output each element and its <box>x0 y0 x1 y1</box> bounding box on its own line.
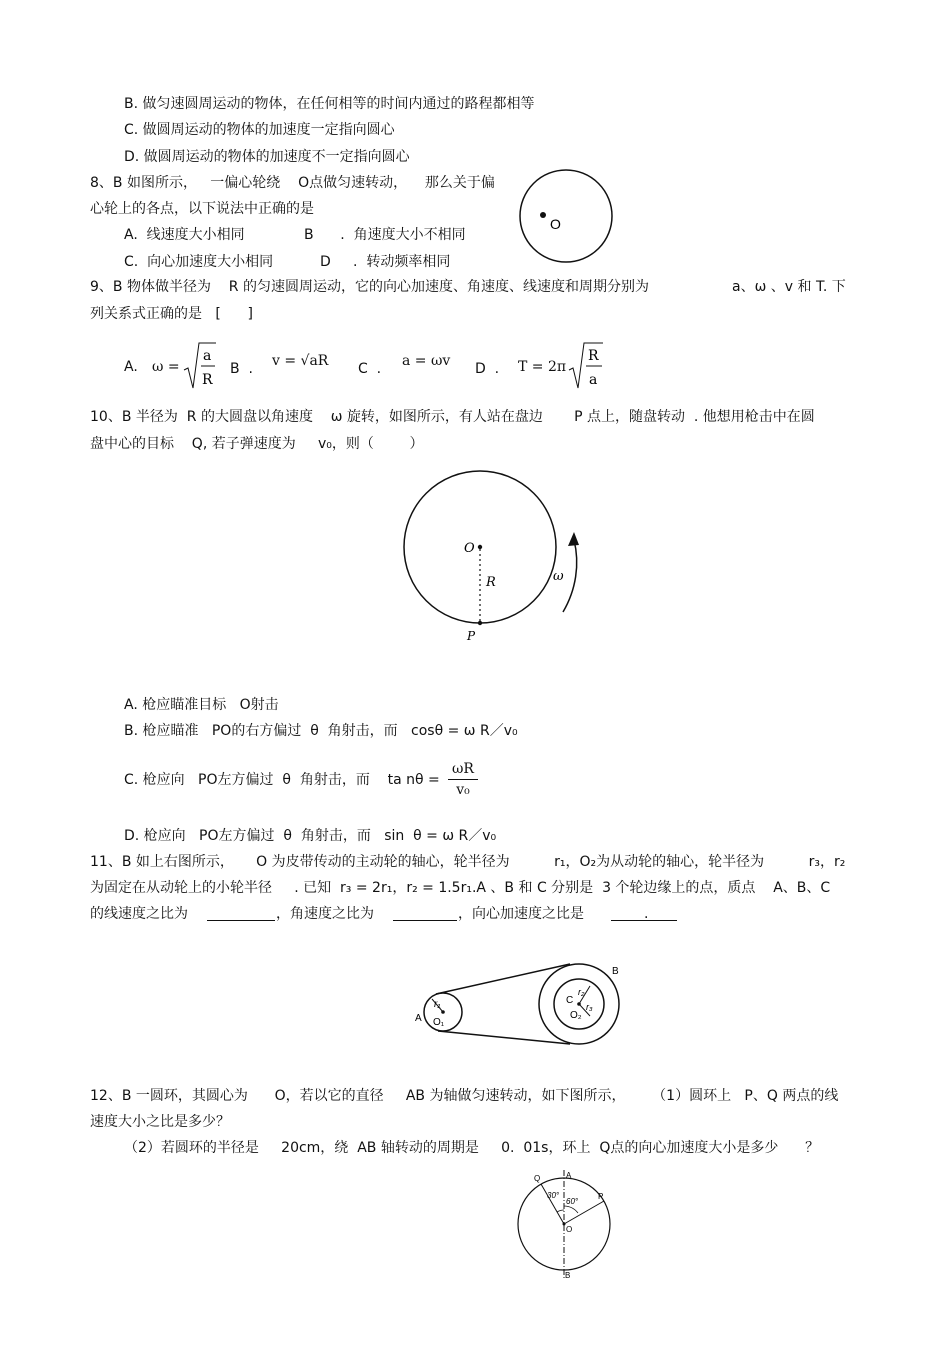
q7-option-c: C. 做圆周运动的物体的加速度一定指向圆心 <box>124 122 395 138</box>
q9-option-d-sqrt <box>568 340 604 392</box>
q11-stem-line3-c: ，向心加速度之比是 <box>458 906 584 922</box>
q9-stem-vars: a、ω 、v 和 T. 下 <box>732 279 846 295</box>
point-c-label: C <box>566 995 574 1006</box>
q9-option-b-label: B . <box>230 361 253 377</box>
q7-option-d: D. 做圆周运动的物体的加速度不一定指向圆心 <box>124 149 410 165</box>
rotation-arrow-head <box>568 532 579 546</box>
q10-c-den: v₀ <box>456 782 470 798</box>
q11-stem-line2: 为固定在从动轮上的小轮半径 . 已知 r₃ = 2r₁，r₂ = 1.5r₁.A 、B 和 C 分别是 3 个轮边缘上的点，质点 A、B、C <box>90 880 831 896</box>
q9-option-a-label: A. <box>124 359 138 375</box>
rotating-ring-figure <box>510 1166 618 1284</box>
q10-option-d: D. 枪应向 PO左方偏过 θ 角射击，而 sin θ = ω R／v₀ <box>124 828 497 844</box>
q8-option-c: C. 向心加速度大小相同 <box>124 254 274 270</box>
disk-center-label: O <box>464 541 475 556</box>
point-p-label: P <box>598 1192 604 1201</box>
belt-drive-figure <box>410 958 635 1050</box>
q10-option-c-text: C. 枪应向 PO左方偏过 θ 角射击，而 ta nθ = <box>124 772 440 788</box>
q9-option-c-label: C . <box>358 361 382 377</box>
q8-option-d: D . 转动频率相同 <box>320 254 451 270</box>
point-p-dot <box>478 621 482 625</box>
q9-a-den: R <box>202 372 213 388</box>
q11-stem-line1: 11、B 如上右图所示， O 为皮带传动的主动轮的轴心，轮半径为 r₁，O₂为从动轮的轴心，轮半径为 r₃，r₂ <box>90 854 846 870</box>
radius-oq <box>541 1184 564 1224</box>
q10-c-num: ωR <box>448 759 478 780</box>
eccentric-wheel-figure <box>515 166 619 266</box>
q11-stem-line3-a: 的线速度之比为 <box>90 906 188 922</box>
q9-option-d-label: D . <box>475 361 500 377</box>
q11-stem-line3-end: . <box>644 906 649 922</box>
r3-label: r₃ <box>586 1002 593 1012</box>
q12-stem-line1: 12、B 一圆环，其圆心为 O，若以它的直径 AB 为轴做匀速转动，如下图所示， （1）圆环上 P、Q 两点的线 <box>90 1088 839 1104</box>
q10-option-b: B. 枪应瞄准 PO的右方偏过 θ 角射击，而 cosθ = ω R／v₀ <box>124 723 518 739</box>
q9-d-num: R <box>588 348 599 364</box>
point-p-label: P <box>467 629 476 643</box>
q9-option-a-lhs: ω = <box>152 359 180 375</box>
q9-stem-line2: 列关系式正确的是 [ ] <box>90 306 253 322</box>
eccentric-axis-label: O <box>550 216 561 232</box>
q7-option-b: B. 做匀速圆周运动的物体，在任何相等的时间内通过的路程都相等 <box>124 96 535 112</box>
q12-stem-line2: 速度大小之比是多少？ <box>90 1114 230 1130</box>
q9-d-den: a <box>589 372 598 388</box>
belt-bottom <box>438 1031 570 1044</box>
q12-stem-line3: （2）若圆环的半径是 20cm，绕 AB 轴转动的周期是 0. 01s，环上 Q点的向心加速度大小是多少 ？ <box>124 1140 820 1156</box>
point-a-label: A <box>566 1171 572 1180</box>
q11-stem-line3-b: ，角速度之比为 <box>276 906 374 922</box>
q9-a-num: a <box>203 348 212 364</box>
point-b-label: B <box>565 1271 571 1280</box>
rotating-disk-figure <box>398 466 588 646</box>
center-o-label: O <box>566 1225 573 1234</box>
q8-stem-line2: 心轮上的各点，以下说法中正确的是 <box>90 201 314 217</box>
r2-label: r₂ <box>578 987 585 997</box>
q9-option-c-expr: a = ωv <box>402 353 451 369</box>
q10-option-c-fraction <box>448 759 480 800</box>
o1-label: O₁ <box>433 1017 445 1028</box>
point-q-label: Q <box>534 1174 541 1183</box>
q11-blank-linear-speed[interactable] <box>207 906 275 921</box>
r1-label: r₁ <box>434 999 441 1010</box>
angle-60-label: 60° <box>566 1197 579 1206</box>
q10-option-a: A. 枪应瞄准目标 O射击 <box>124 697 279 713</box>
q8-stem-line1: 8、B 如图所示， 一偏心轮绕 O点做匀速转动， 那么关于偏 <box>90 175 495 191</box>
eccentric-axis-dot <box>540 212 546 218</box>
angle-30-label: 30° <box>547 1191 560 1200</box>
q9-option-d-lhs: T = 2π <box>518 359 567 375</box>
radius-label: R <box>486 575 496 590</box>
point-b-label: B <box>612 966 619 977</box>
q8-option-a: A. 线速度大小相同 <box>124 227 245 243</box>
o2-label: O₂ <box>570 1010 582 1021</box>
q8-option-b: B . 角速度大小不相同 <box>304 227 466 243</box>
point-a-label: A <box>415 1013 422 1024</box>
q9-option-a-sqrt <box>183 340 217 392</box>
q9-option-b-expr: v = √aR <box>272 353 329 369</box>
q11-blank-angular-speed[interactable] <box>393 906 457 921</box>
q10-stem-line1: 10、B 半径为 R 的大圆盘以角速度 ω 旋转，如图所示，有人站在盘边 P 点上，随盘转动 . 他想用枪击中在圆 <box>90 409 815 425</box>
omega-label: ω <box>553 569 564 584</box>
q9-stem-line1: 9、B 物体做半径为 R 的匀速圆周运动，它的向心加速度、角速度、线速度和周期分别为 <box>90 279 649 295</box>
disk-center-dot <box>478 545 482 549</box>
q10-stem-line2: 盘中心的目标 Q, 若子弹速度为 v₀，则（ ） <box>90 436 424 452</box>
belt-top <box>436 964 570 994</box>
